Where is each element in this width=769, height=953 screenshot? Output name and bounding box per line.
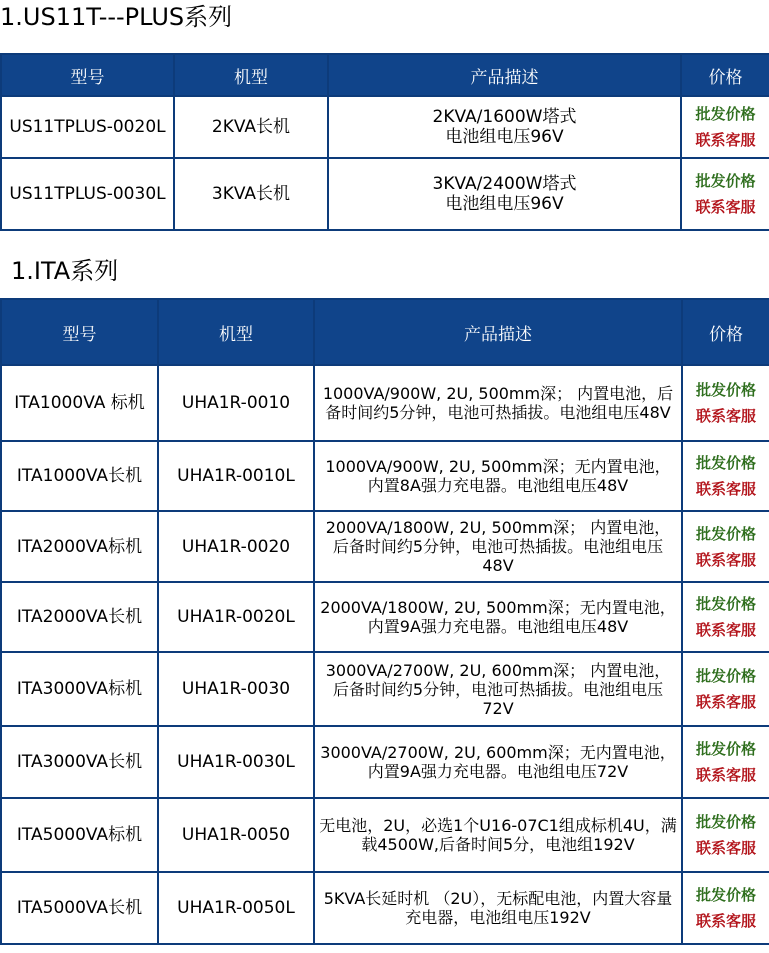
contact-service-link[interactable]: 联系客服 [695,912,756,930]
price-cell [682,441,769,511]
table-row [1,726,769,798]
model-cell: ITA5000VA长机 [1,872,158,944]
header-type: 机型 [174,54,328,96]
model-cell: ITA5000VA标机 [1,798,158,872]
type-cell: UHA1R-0010L [158,441,314,511]
price-cell [682,872,769,944]
description-line: 电池组电压96V [445,127,564,147]
description-cell [328,96,681,158]
table-row [1,441,769,511]
header-description: 产品描述 [314,299,682,365]
wholesale-price-link[interactable]: 批发价格 [695,381,756,399]
wholesale-price-link[interactable]: 批发价格 [695,740,756,758]
model-cell: US11TPLUS-0030L [1,158,174,230]
table-header-row [1,54,769,96]
model-cell: ITA2000VA长机 [1,582,158,652]
table-row [1,158,769,230]
us11t-product-table [0,53,769,231]
model-cell: ITA3000VA长机 [1,726,158,798]
price-cell [681,158,769,230]
description-cell: 1000VA/900W, 2U, 500mm深； 内置电池，后备时间约5分钟，电池可热插拔。电池组电压48V [314,365,682,441]
wholesale-price-link[interactable]: 批发价格 [695,813,756,831]
wholesale-price-link[interactable]: 批发价格 [695,595,756,613]
section-title-us11t: 1.US11T---PLUS系列 [0,3,233,31]
contact-service-link[interactable]: 联系客服 [695,480,756,498]
price-cell [682,726,769,798]
header-model: 型号 [1,54,174,96]
wholesale-price-link[interactable]: 批发价格 [695,105,756,123]
contact-service-link[interactable]: 联系客服 [695,407,756,425]
type-cell: 2KVA长机 [174,96,328,158]
contact-service-link[interactable]: 联系客服 [695,198,756,216]
wholesale-price-link[interactable]: 批发价格 [695,886,756,904]
header-type: 机型 [158,299,314,365]
description-cell: 5KVA长延时机 （2U），无标配电池，内置大容量充电器，电池组电压192V [314,872,682,944]
model-cell: ITA1000VA长机 [1,441,158,511]
section-title-ita: 1.ITA系列 [11,257,119,285]
ita-product-table [0,298,769,945]
wholesale-price-link[interactable]: 批发价格 [695,454,756,472]
table-row [1,872,769,944]
header-model: 型号 [1,299,158,365]
contact-service-link[interactable]: 联系客服 [695,693,756,711]
description-cell: 2000VA/1800W, 2U, 500mm深；无内置电池，内置9A强力充电器。电池组电压48V [314,582,682,652]
price-cell [682,582,769,652]
type-cell: UHA1R-0020 [158,511,314,582]
contact-service-link[interactable]: 联系客服 [695,839,756,857]
type-cell: UHA1R-0020L [158,582,314,652]
description-line: 电池组电压96V [445,194,564,214]
table-row [1,96,769,158]
price-cell [682,511,769,582]
description-cell: 无电池，2U，必选1个U16-07C1组成标机4U，满载4500W,后备时间5分，电池组192V [314,798,682,872]
contact-service-link[interactable]: 联系客服 [695,621,756,639]
table-row [1,582,769,652]
type-cell: UHA1R-0030 [158,652,314,726]
model-cell: ITA1000VA 标机 [1,365,158,441]
header-price: 价格 [681,54,769,96]
table-row [1,511,769,582]
price-cell [681,96,769,158]
type-cell: 3KVA长机 [174,158,328,230]
table-header-row [1,299,769,365]
header-description: 产品描述 [328,54,681,96]
table-row [1,365,769,441]
type-cell: UHA1R-0050 [158,798,314,872]
header-price: 价格 [682,299,769,365]
model-cell: US11TPLUS-0020L [1,96,174,158]
type-cell: UHA1R-0050L [158,872,314,944]
contact-service-link[interactable]: 联系客服 [695,766,756,784]
price-cell [682,798,769,872]
description-line: 2KVA/1600W塔式 [432,107,577,127]
table-row [1,652,769,726]
model-cell: ITA2000VA标机 [1,511,158,582]
description-cell: 3000VA/2700W, 2U, 600mm深；无内置电池，内置9A强力充电器。电池组电压72V [314,726,682,798]
table-row [1,798,769,872]
model-cell: ITA3000VA标机 [1,652,158,726]
description-cell: 3000VA/2700W, 2U, 600mm深； 内置电池，后备时间约5分钟，电池可热插拔。电池组电压72V [314,652,682,726]
wholesale-price-link[interactable]: 批发价格 [695,172,756,190]
type-cell: UHA1R-0030L [158,726,314,798]
contact-service-link[interactable]: 联系客服 [695,131,756,149]
description-line: 3KVA/2400W塔式 [432,174,577,194]
wholesale-price-link[interactable]: 批发价格 [695,667,756,685]
description-cell [328,158,681,230]
description-cell: 2000VA/1800W, 2U, 500mm深； 内置电池，后备时间约5分钟，电池可热插拔。电池组电压48V [314,511,682,582]
price-cell [682,365,769,441]
type-cell: UHA1R-0010 [158,365,314,441]
wholesale-price-link[interactable]: 批发价格 [695,524,756,543]
price-cell [682,652,769,726]
description-cell: 1000VA/900W, 2U, 500mm深；无内置电池，内置8A强力充电器。电池组电压48V [314,441,682,511]
contact-service-link[interactable]: 联系客服 [695,550,756,569]
